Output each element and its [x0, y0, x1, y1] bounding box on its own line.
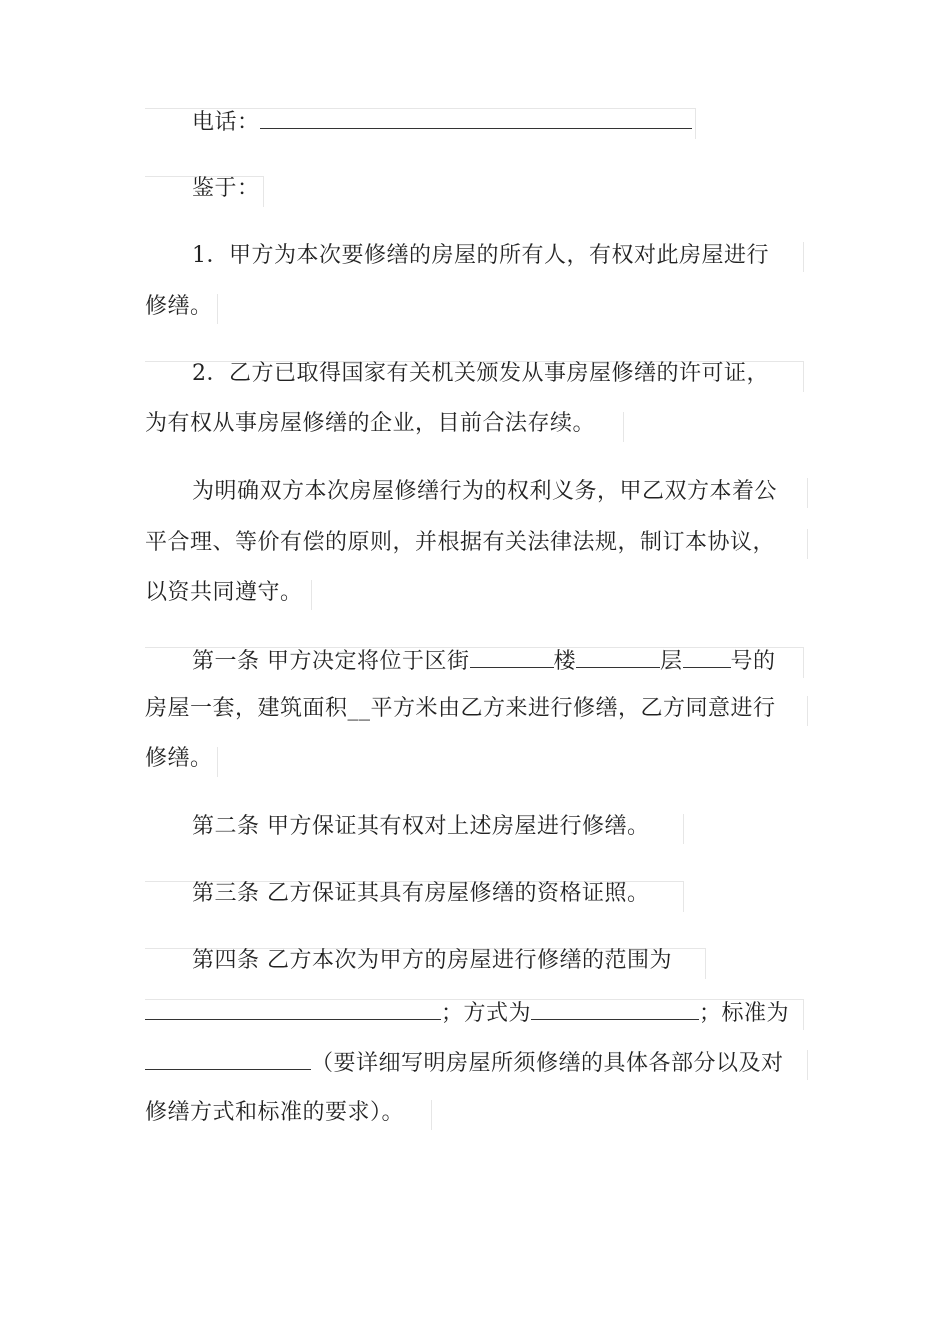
standard-label: ；标准为: [699, 1001, 790, 1026]
building-blank[interactable]: [576, 645, 660, 668]
article4-line3: [145, 1047, 784, 1077]
whereas-label: 鉴于：: [192, 176, 260, 201]
article1-text-c: 层: [660, 649, 683, 674]
street-blank[interactable]: [470, 645, 554, 668]
clause1-line1: 1．甲方为本次要修缮的房屋的所有人，有权对此房屋进行: [192, 243, 769, 268]
article4-line2: [145, 997, 789, 1027]
phone-label: 电话：: [192, 110, 260, 135]
phone-line: [192, 106, 692, 136]
article1-line1: [192, 645, 776, 675]
article2-line1: 第二条 甲方保证其有权对上述房屋进行修缮。: [192, 814, 650, 839]
article1-text-a: 第一条 甲方决定将位于区街: [192, 649, 470, 674]
method-blank[interactable]: [531, 997, 699, 1020]
article4-line4: 修缮方式和标准的要求）。: [145, 1100, 405, 1125]
article1-text-b: 楼: [553, 649, 577, 674]
clause2-line2: 为有权从事房屋修缮的企业，目前合法存续。: [145, 411, 596, 436]
purpose-line3: 以资共同遵守。: [145, 580, 303, 605]
clause2-line1: 2．乙方已取得国家有关机关颁发从事房屋修缮的许可证，: [192, 361, 769, 386]
article1-text-d: 号的: [730, 649, 776, 674]
article4-note: （要详细写明房屋所须修缮的具体各部分以及对: [311, 1051, 784, 1076]
standard-blank[interactable]: [145, 1047, 311, 1070]
phone-blank[interactable]: [260, 106, 692, 129]
purpose-line1: 为明确双方本次房屋修缮行为的权利义务，甲乙双方本着公: [192, 479, 778, 504]
clause1-line2: 修缮。: [145, 294, 213, 319]
article3-line1: 第三条 乙方保证其具有房屋修缮的资格证照。: [192, 881, 650, 906]
floor-blank[interactable]: [683, 645, 731, 668]
article1-line2: 房屋一套，建筑面积__平方米由乙方来进行修缮，乙方同意进行: [145, 696, 776, 721]
method-label: ；方式为: [441, 1001, 532, 1026]
scope-blank[interactable]: [145, 997, 441, 1020]
article4-line1: 第四条 乙方本次为甲方的房屋进行修缮的范围为: [192, 948, 672, 973]
purpose-line2: 平合理、等价有偿的原则，并根据有关法律法规，制订本协议，: [145, 530, 776, 555]
article1-line3: 修缮。: [145, 746, 213, 771]
